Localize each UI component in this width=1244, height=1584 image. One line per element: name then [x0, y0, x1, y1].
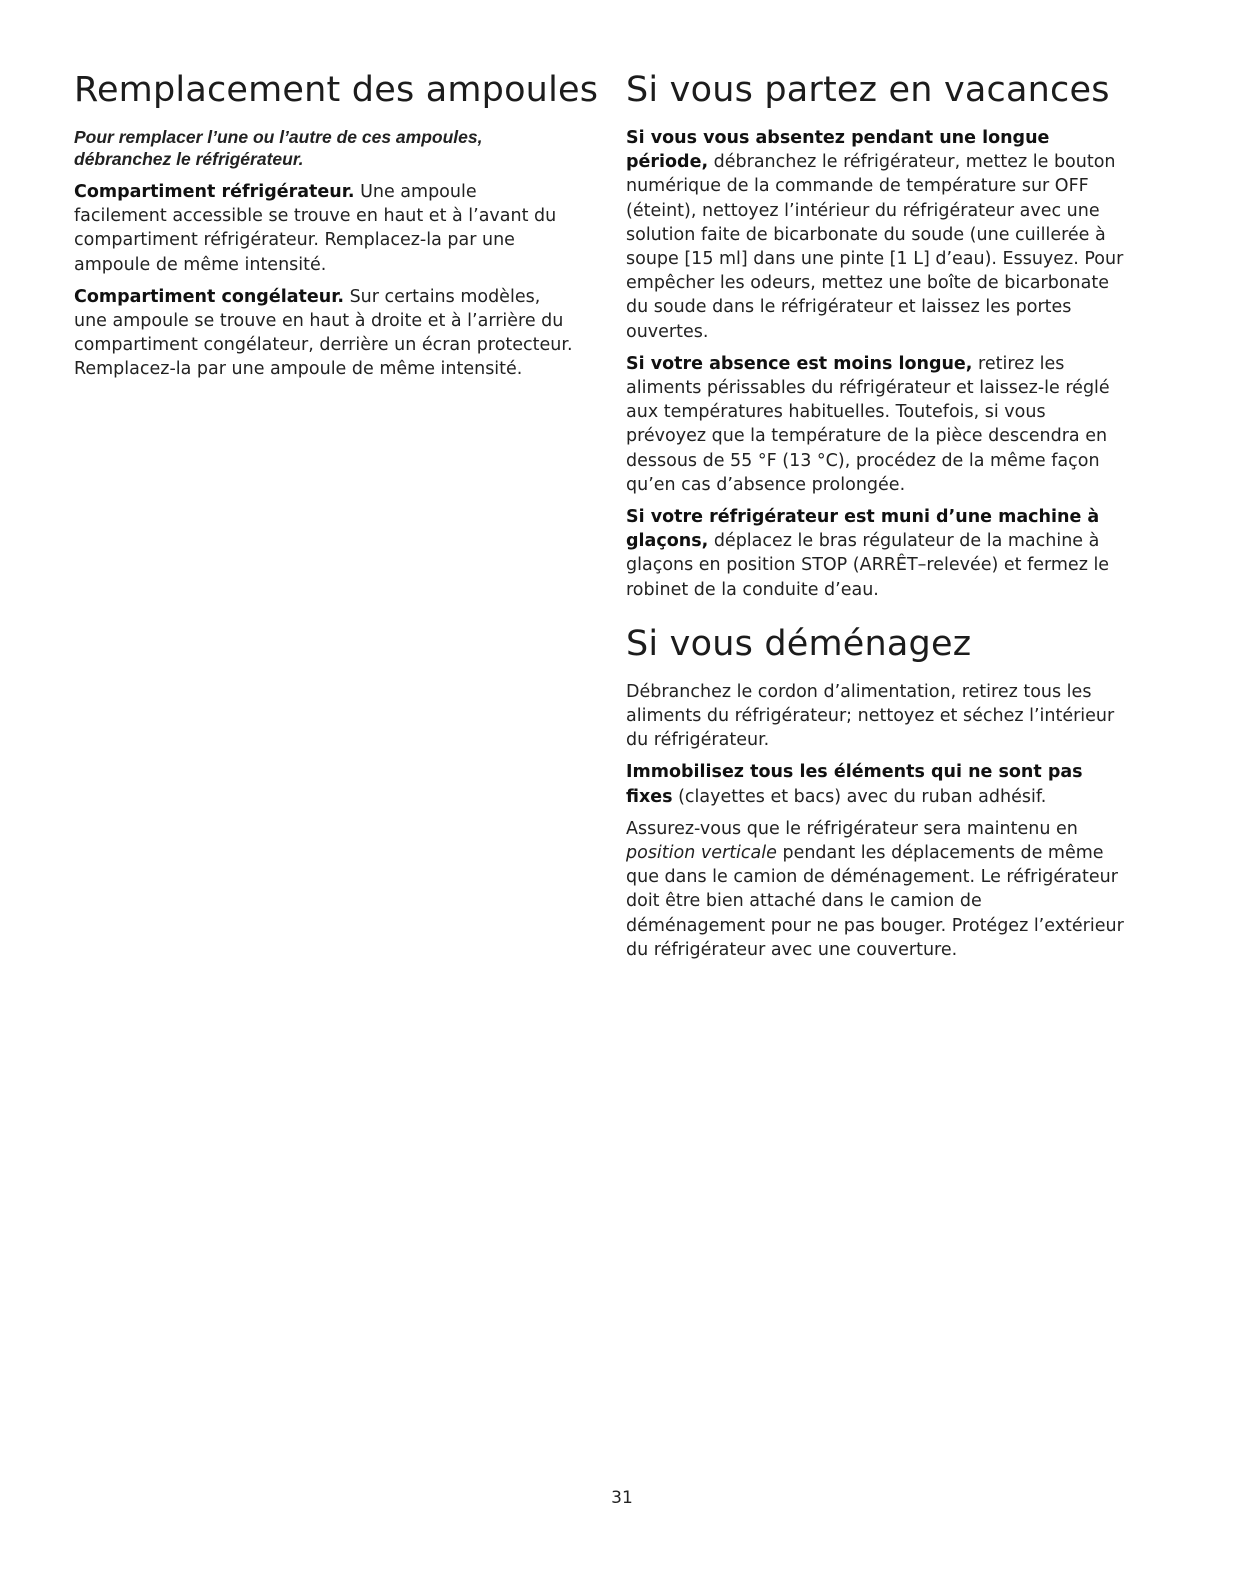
paragraph-text: Assurez-vous que le réfrigérateur sera maintenu en	[626, 818, 1078, 839]
moving-paragraph-3	[626, 817, 1126, 962]
section-title-vacation: Si vous partez en vacances	[626, 70, 1110, 110]
paragraph-text: Une ampoule facilement accessible se trouve en haut et à l’avant du compartiment réfrigérateur. Remplacez-la par une ampoule de même intensité.	[74, 182, 557, 275]
section-title-bulbs: Remplacement des ampoules	[74, 70, 599, 110]
vacation-paragraph-icemaker	[626, 505, 1126, 602]
paragraph-text: Sur certains modèles, une ampoule se trouve en haut à droite et à l’arrière du compartiment congélateur, derrière un écran protecteur. Remplacez-la par une ampoule de même intensité.	[74, 286, 573, 380]
emphasis-text: position verticale	[626, 843, 777, 864]
bulbs-intro: Pour remplacer l’une ou l’autre de ces ampoules, débranchez le réfrigérateur.	[74, 127, 483, 169]
paragraph-text: débranchez le réfrigérateur, mettez le bouton numérique de la commande de température sur OFF (éteint), nettoyez l’intérieur du réfrigérateur avec une solution faite de bicarbonate du soude (une cuillerée à soupe [15 ml] dans une pinte [1 L] d’eau). Essuyez. Pour empêcher les odeurs, mettez une boîte de bicarbonate du soude dans le réfrigérateur et laissez les portes ouvertes.	[626, 152, 1124, 342]
paragraph-lead: Compartiment réfrigérateur.	[74, 182, 355, 202]
paragraph-lead: Si vous vous absentez pendant une longue période,	[626, 128, 1050, 173]
page-number: 31	[611, 1488, 633, 1508]
paragraph-lead: Compartiment congélateur.	[74, 286, 344, 307]
paragraph-lead: Immobilisez tous les éléments qui ne sont pas fixes	[626, 762, 1083, 807]
paragraph-text: déplacez le bras régulateur de la machine à glaçons en position STOP (ARRÊT–relevée) et fermez le robinet de la conduite d’eau.	[626, 531, 1110, 600]
moving-paragraph-1: Débranchez le cordon d’alimentation, retirez tous les aliments du réfrigérateur; nettoyez et séchez l’intérieur du réfrigérateur.	[626, 681, 1115, 751]
vacation-paragraph-short	[626, 352, 1126, 497]
left-column	[74, 70, 599, 390]
bulbs-paragraph-fridge	[74, 180, 574, 277]
moving-paragraph-2	[626, 760, 1126, 808]
paragraph-lead: Si votre réfrigérateur est muni d’une machine à glaçons,	[626, 507, 1100, 552]
vacation-paragraph-long	[626, 126, 1126, 344]
paragraph-text: retirez les aliments périssables du réfrigérateur et laissez-le réglé aux températures habituelles. Toutefois, si vous prévoyez que la température de la pièce descendra en dessous de 55 °F (13 °C), procédez de la même façon qu’en cas d’absence prolongée.	[626, 353, 1110, 495]
section-title-moving: Si vous déménagez	[626, 623, 972, 664]
paragraph-text: pendant les déplacements de même que dans le camion de déménagement. Le réfrigérateur doit être bien attaché dans le camion de déménagement pour ne pas bouger. Protégez l’extérieur du réfrigérateur avec une couverture.	[626, 843, 1124, 960]
paragraph-lead: Si votre absence est moins longue,	[626, 353, 973, 374]
right-column	[626, 70, 1126, 970]
paragraph-text: (clayettes et bacs) avec du ruban adhésif.	[672, 786, 1047, 807]
bulbs-paragraph-freezer	[74, 285, 574, 382]
